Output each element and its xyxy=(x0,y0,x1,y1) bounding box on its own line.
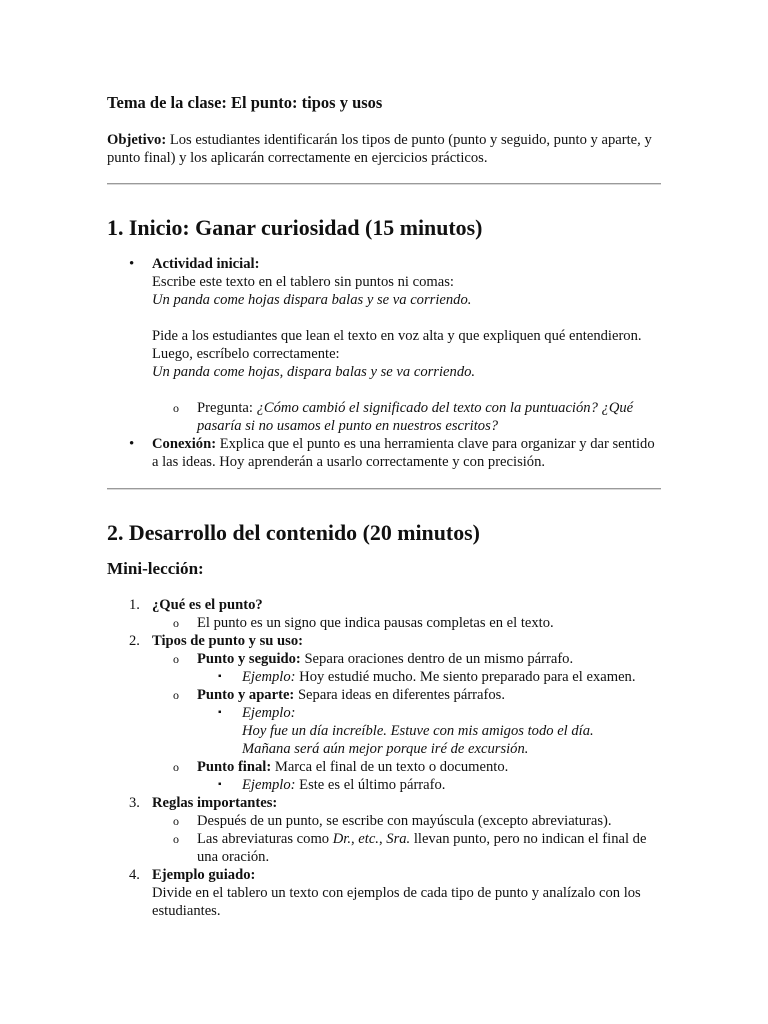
item-number: 1. xyxy=(129,597,140,613)
activity-line-2: Pide a los estudiantes que lean el texto en voz alta y que expliquen qué entendieron. xyxy=(152,328,642,344)
activity-label: Actividad inicial: xyxy=(152,256,260,272)
rule-1 xyxy=(107,812,663,830)
punto-aparte-text: Separa ideas en diferentes párrafos. xyxy=(294,687,505,703)
circle-marker: o xyxy=(173,760,179,774)
rule-2-text-b: llevan punto, pero no indican el final de una oración. xyxy=(197,831,647,865)
item-number: 4. xyxy=(129,867,140,883)
mini-lesson-list xyxy=(107,596,663,920)
rule-1-text: Después de un punto, se escribe con mayúscula (excepto abreviaturas). xyxy=(197,813,612,829)
lesson-item-2 xyxy=(107,632,663,794)
punto-final-item xyxy=(107,758,663,794)
abbreviation-dr: Dr. xyxy=(332,831,351,847)
activity-example-1: Un panda come hojas dispara balas y se va corriendo. xyxy=(152,292,472,308)
item-number: 3. xyxy=(129,795,140,811)
circle-marker: o xyxy=(173,688,179,702)
activity-item xyxy=(107,255,663,435)
item-1-sub xyxy=(107,614,663,632)
abbreviation-sra: Sra. xyxy=(386,831,411,847)
question-item xyxy=(107,399,663,435)
page-title: Tema de la clase: El punto: tipos y usos xyxy=(107,93,383,112)
activity-line-3: Luego, escríbelo correctamente: xyxy=(152,346,340,362)
item-1-sub-text: El punto es un signo que indica pausas completas en el texto. xyxy=(197,615,554,631)
activity-example-2: Un panda come hojas, dispara balas y se va corriendo. xyxy=(152,364,476,380)
question-list xyxy=(152,399,663,435)
mini-lesson-heading: Mini-lección: xyxy=(107,559,204,578)
objective-text: Los estudiantes identificarán los tipos de punto (punto y seguido, punto y aparte, y punto final) y los aplicarán correctamente en ejercicios prácticos. xyxy=(107,132,652,166)
connection-label: Conexión: xyxy=(152,436,217,452)
question-label: Pregunta: xyxy=(197,400,257,416)
punto-seguido-example xyxy=(107,668,663,686)
rule-2: o Las abreviaturas como Dr., etc., Sra. llevan punto, pero no indican el final de una oración. xyxy=(173,831,647,865)
question-text: ¿Cómo cambió el significado del texto con la puntuación? ¿Qué pasaría si no usamos el punto en nuestros escritos? xyxy=(197,400,634,434)
lesson-item-1 xyxy=(107,596,663,632)
example-label: Ejemplo: xyxy=(242,705,296,721)
square-marker: ▪ xyxy=(218,707,222,718)
punto-final-text: Marca el final de un texto o documento. xyxy=(271,759,509,775)
item-4-label: Ejemplo guiado: xyxy=(152,867,256,883)
punto-aparte-item xyxy=(107,686,663,758)
lesson-item-4 xyxy=(107,866,663,920)
rule-2-text-a: Las abreviaturas como xyxy=(197,831,333,847)
circle-marker: o xyxy=(173,652,179,666)
bullet-marker: • xyxy=(129,436,135,452)
punto-final-example-text: Este es el último párrafo. xyxy=(295,777,446,793)
item-1-label: ¿Qué es el punto? xyxy=(152,597,263,613)
lesson-item-3 xyxy=(107,794,663,866)
example-label: Ejemplo: xyxy=(242,777,296,793)
item-4-text: Divide en el tablero un texto con ejemplos de cada tipo de punto y analízalo con los estudiantes. xyxy=(152,885,641,919)
punto-aparte-example-line-1: Hoy fue un día increíble. Estuve con mis amigos todo el día. xyxy=(242,723,594,739)
circle-marker: o xyxy=(173,814,179,828)
connection-item xyxy=(107,435,663,471)
section-1-list xyxy=(107,255,663,471)
bullet-marker: • xyxy=(129,256,135,272)
punto-seguido-item xyxy=(107,650,663,686)
divider-1 xyxy=(107,183,661,185)
punto-aparte-example xyxy=(107,704,663,758)
punto-aparte-label: Punto y aparte: xyxy=(197,687,295,703)
punto-aparte-example-line-2: Mañana será aún mejor porque iré de excursión. xyxy=(242,741,529,757)
example-label: Ejemplo: xyxy=(242,669,296,685)
punto-final-label: Punto final: xyxy=(197,759,272,775)
item-2-label: Tipos de punto y su uso: xyxy=(152,633,304,649)
abbreviation-etc: etc. xyxy=(358,831,379,847)
activity-line-1: Escribe este texto en el tablero sin puntos ni comas: xyxy=(152,274,454,290)
square-marker: ▪ xyxy=(218,671,222,682)
punto-seguido-text: Separa oraciones dentro de un mismo párrafo. xyxy=(300,651,574,667)
divider-2 xyxy=(107,488,661,490)
connection-text: Explica que el punto es una herramienta clave para organizar y dar sentido a las ideas. Hoy aprenderán a usarlo correctamente y con precisión. xyxy=(152,436,655,470)
item-number: 2. xyxy=(129,633,140,649)
objective-paragraph xyxy=(107,131,663,167)
circle-marker: o xyxy=(173,832,179,846)
circle-marker: o xyxy=(173,401,179,415)
punto-seguido-example-text: Hoy estudié mucho. Me siento preparado para el examen. xyxy=(295,669,636,685)
circle-marker: o xyxy=(173,616,179,630)
square-marker: ▪ xyxy=(218,779,222,790)
punto-final-example xyxy=(107,776,663,794)
section-1-heading: 1. Inicio: Ganar curiosidad (15 minutos) xyxy=(107,215,483,240)
section-2-heading: 2. Desarrollo del contenido (20 minutos) xyxy=(107,520,480,545)
punto-seguido-label: Punto y seguido: xyxy=(197,651,301,667)
item-3-label: Reglas importantes: xyxy=(152,795,278,811)
objective-label: Objetivo: xyxy=(107,132,167,148)
